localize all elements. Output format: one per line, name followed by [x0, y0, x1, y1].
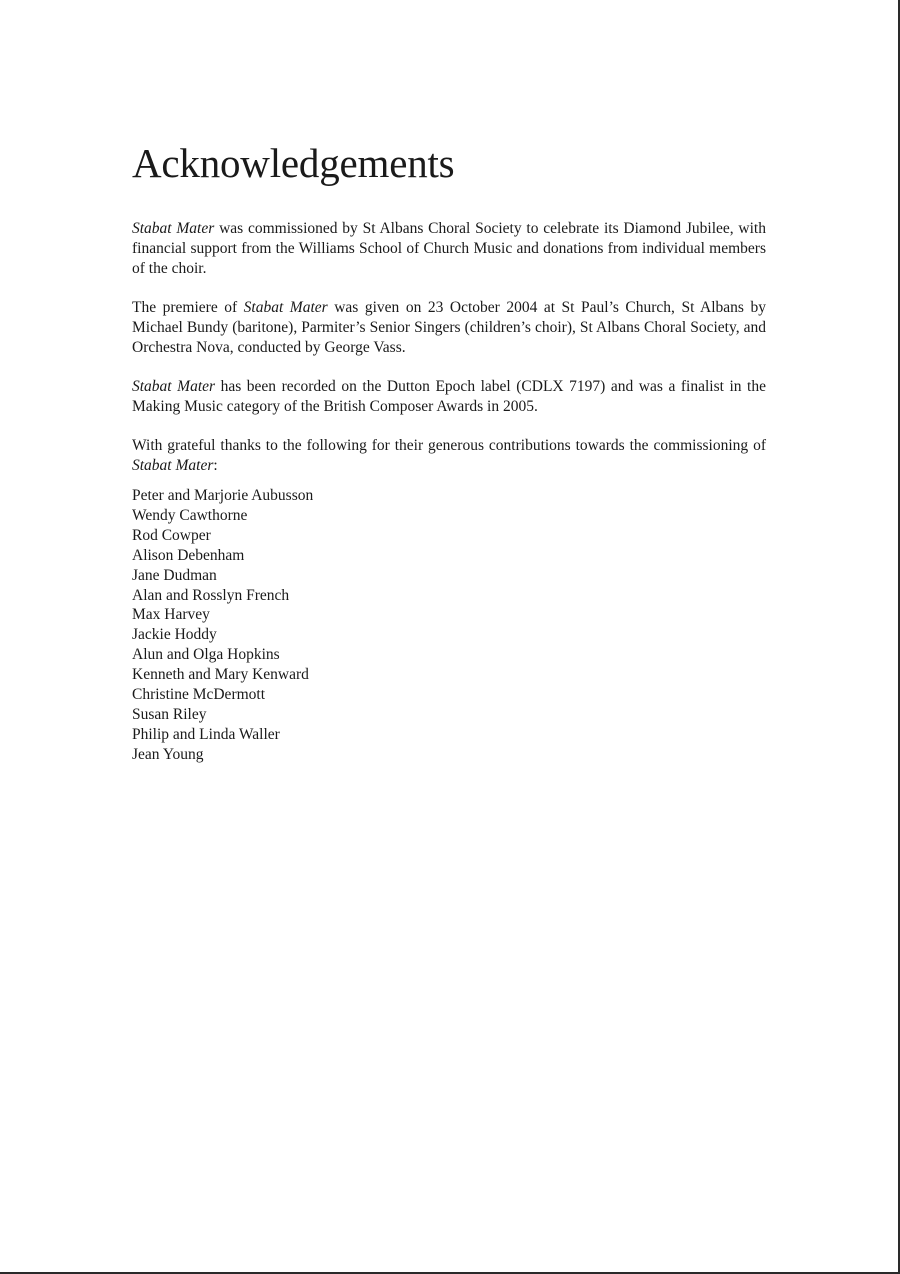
work-title: Stabat Mater [132, 378, 216, 395]
paragraph-text: was commissioned by St Albans Choral Society to celebrate its Diamond Jubilee, with financial support from the Williams School of Church Music and donations from individual members of the choir. [132, 220, 766, 277]
work-title: Stabat Mater [243, 299, 328, 316]
contributor-name: Max Harvey [132, 606, 210, 624]
paragraph-text: has been recorded on the Dutton Epoch label (CDLX 7197) and was a finalist in the Making Music category of the British Composer Awards in 2005. [132, 378, 766, 415]
contributor-name: Alun and Olga Hopkins [132, 646, 280, 664]
contributor-name: Kenneth and Mary Kenward [132, 666, 309, 684]
contributor-list [132, 486, 766, 765]
contributor-name: Philip and Linda Waller [132, 725, 280, 743]
contributor-name: Alan and Rosslyn French [132, 586, 290, 604]
page-content [132, 138, 766, 765]
contributor-name: Christine McDermott [132, 686, 266, 704]
work-title: Stabat Mater [132, 220, 215, 237]
paragraph-text: With grateful thanks to the following for their generous contributions towards the commissioning of [132, 437, 766, 454]
contributor-name: Susan Riley [132, 705, 207, 723]
contributor-name: Peter and Marjorie Aubusson [132, 487, 314, 504]
contributor-name: Jackie Hoddy [132, 626, 217, 644]
paragraph-text: : [213, 457, 218, 474]
contributor-name: Jean Young [132, 745, 204, 763]
page-title: Acknowledgements [132, 140, 455, 186]
premiere-paragraph [132, 298, 766, 358]
work-title: Stabat Mater [132, 457, 214, 474]
paragraph-text: The premiere of [132, 299, 244, 316]
paragraph-text: was given on 23 October 2004 at St Paul’s Church, St Albans by Michael Bundy (baritone), Parmiter’s Senior Singers (children’s choir), St Albans Choral Society, and Orchestra Nova, conducted by George Vass. [132, 299, 766, 356]
contributor-name: Jane Dudman [132, 566, 217, 584]
commission-paragraph [132, 219, 766, 279]
recording-paragraph [132, 377, 766, 417]
thanks-paragraph [132, 436, 766, 476]
contributor-name: Rod Cowper [132, 526, 211, 544]
contributor-name: Alison Debenham [132, 546, 245, 564]
contributor-name: Wendy Cawthorne [132, 506, 248, 524]
